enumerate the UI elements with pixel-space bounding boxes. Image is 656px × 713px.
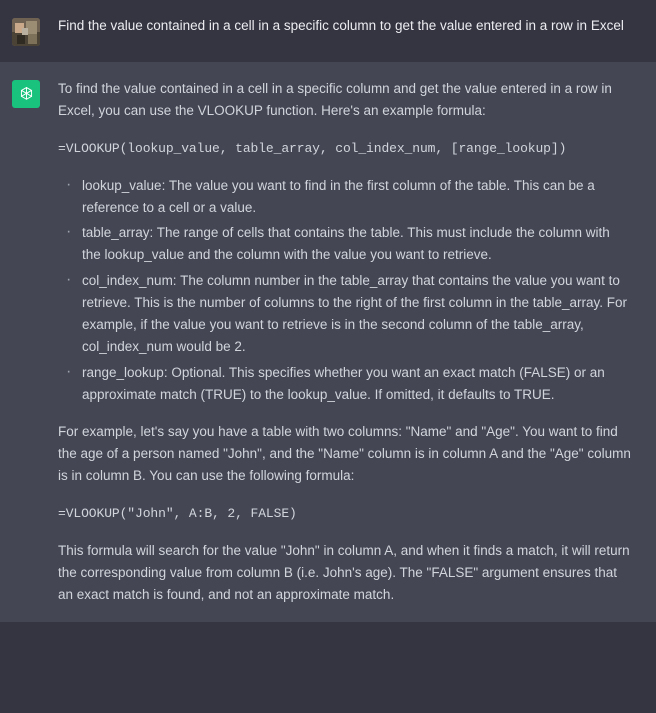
formula-example-2: =VLOOKUP("John", A:B, 2, FALSE) [58,505,297,521]
assistant-paragraph-2: For example, let's say you have a table with two columns: "Name" and "Age". You want to find the age of a person named "John", and the "Name" column is in column A and the "Age" column is in column B. You can use the following formula: [58,424,631,484]
user-message [0,0,656,62]
user-message-body [58,16,632,37]
openai-logo-avatar [12,80,40,108]
user-message-text: Find the value contained in a cell in a specific column to get the value entered in a row in Excel [58,18,624,33]
formula-example-1: =VLOOKUP(lookup_value, table_array, col_index_num, [range_lookup]) [58,140,567,156]
assistant-message [0,62,656,622]
list-item: · range_lookup: Optional. This specifies whether you want an exact match (FALSE) or an approximate match (TRUE) to the lookup_value. If omitted, it defaults to TRUE. [80,362,632,406]
list-item: · lookup_value: The value you want to find in the first column of the table. This can be a reference to a cell or a value. [80,175,632,219]
assistant-paragraph-3: This formula will search for the value "John" in column A, and when it finds a match, it will return the corresponding value from column B (i.e. John's age). The "FALSE" argument ensures that an exact match is found, and not an approximate match. [58,542,630,602]
assistant-paragraph-1: To find the value contained in a cell in a specific column and get the value entered in a row in Excel, you can use the VLOOKUP function. Here's an example formula: [58,81,612,118]
user-photo-avatar [12,18,40,46]
argument-list [58,175,632,406]
assistant-message-body [58,78,632,606]
list-item: · table_array: The range of cells that contains the table. This must include the column with the lookup_value and the column with the value you want to retrieve. [80,222,632,266]
list-item: · col_index_num: The column number in the table_array that contains the value you want to retrieve. This is the number of columns to the right of the first column in the table_array. For example, if the value you want to retrieve is in the second column of the table_array, col_index_num would be 2. [80,270,632,357]
